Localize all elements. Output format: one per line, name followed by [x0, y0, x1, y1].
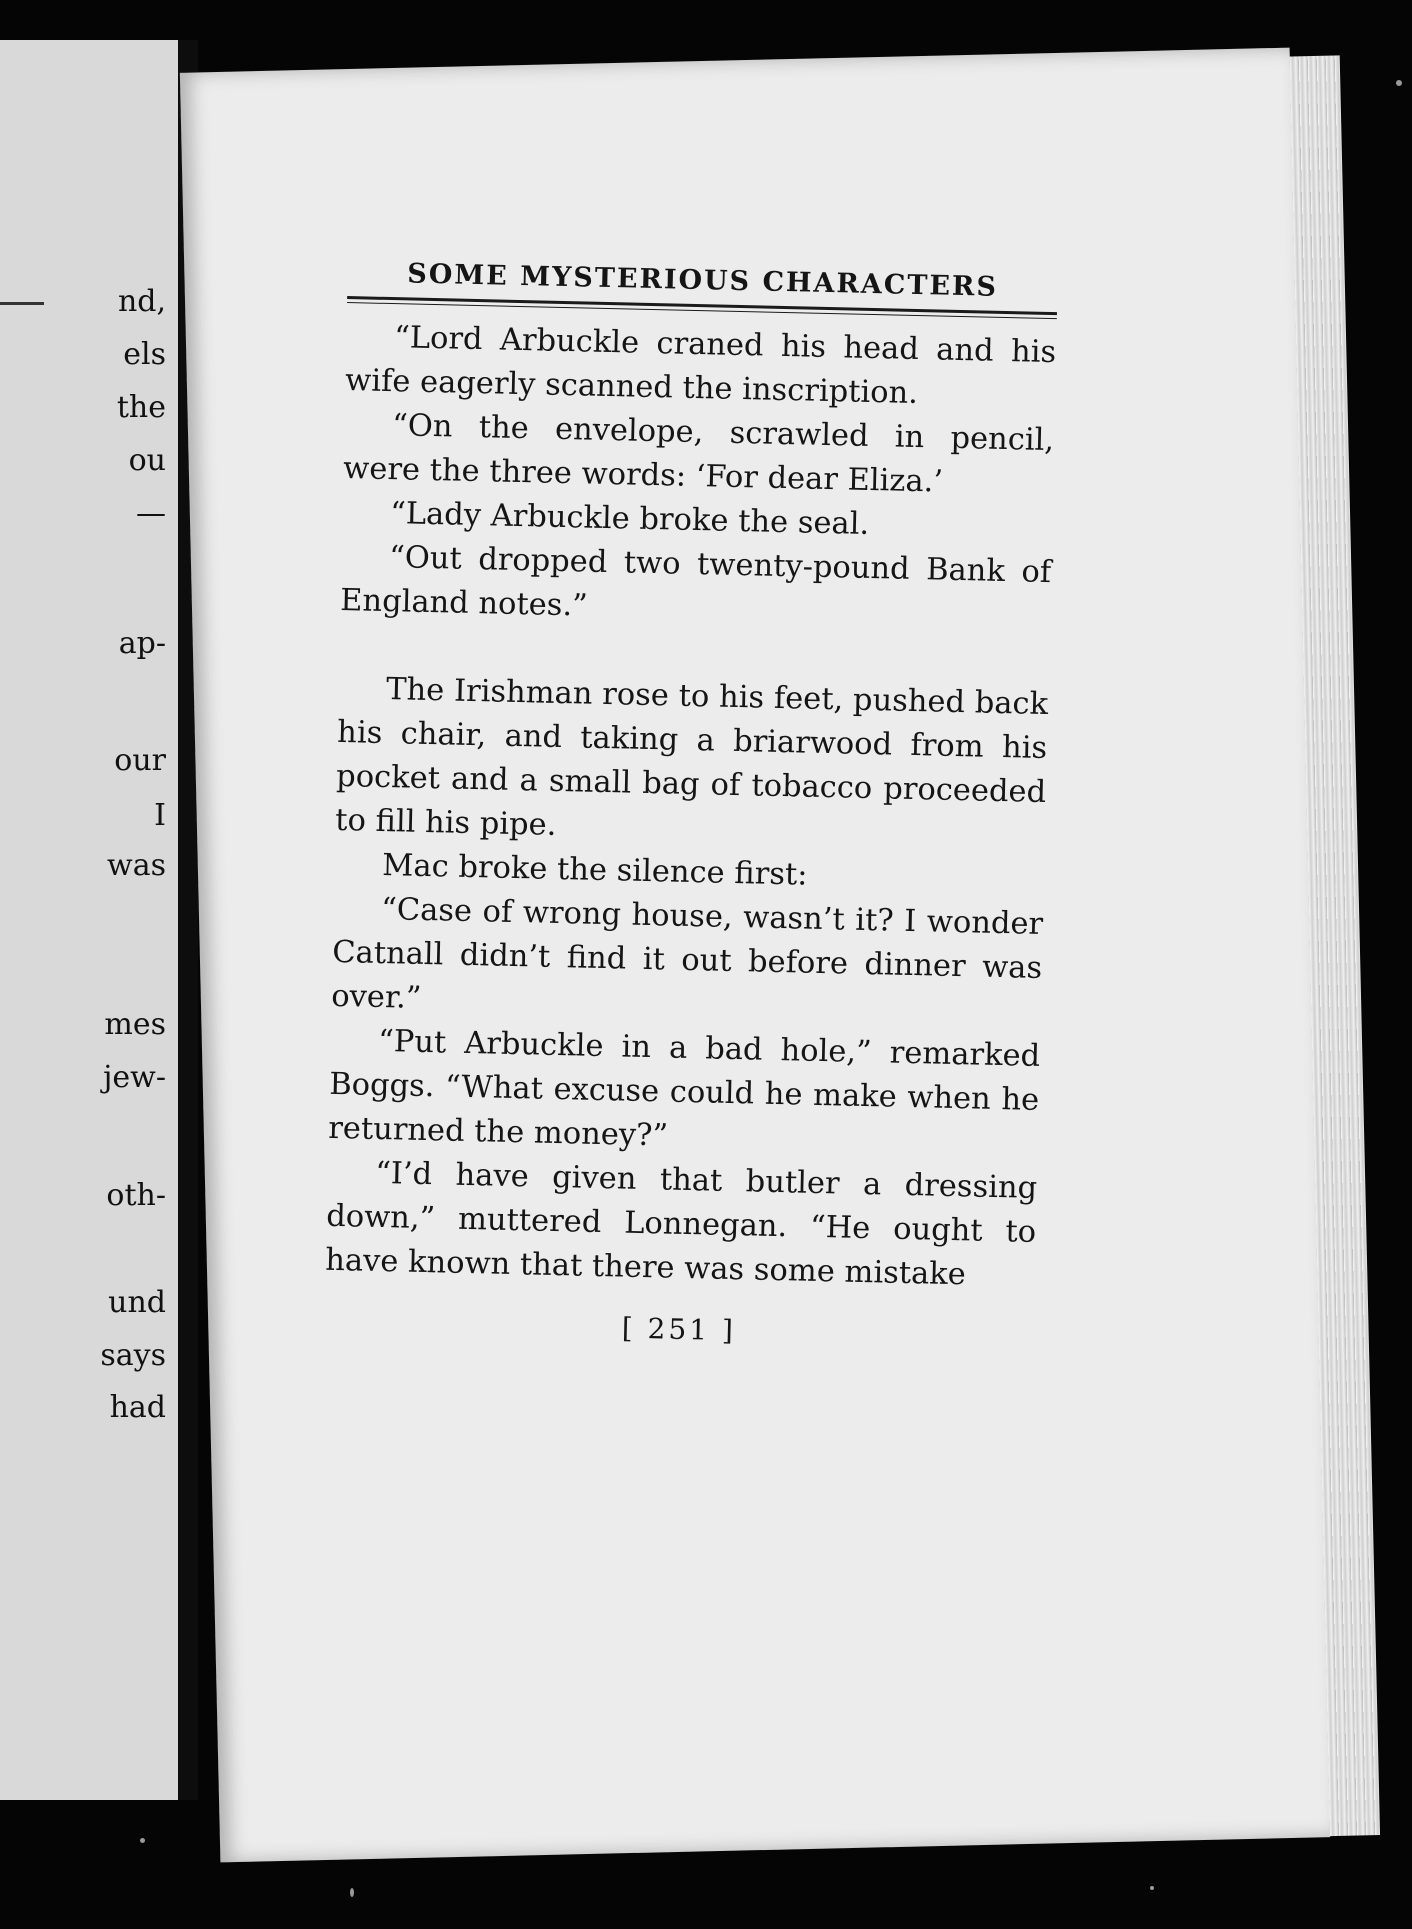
previous-page-fragment: was: [107, 848, 166, 883]
previous-page-fragment: mes: [104, 1007, 166, 1042]
paragraph: “Lady Arbuckle broke the seal.: [389, 496, 870, 542]
previous-page-fragment: oth-: [106, 1178, 166, 1213]
previous-page-fragment: —: [136, 496, 166, 531]
previous-page-fragment: nd,: [117, 284, 166, 319]
paragraph: “Out dropped two twenty-pound Bank of England notes.”: [339, 540, 1052, 624]
dust-speck: [350, 1888, 354, 1897]
previous-page-fragment: und: [108, 1285, 166, 1320]
paragraph: Mac broke the silence first:: [381, 847, 808, 893]
previous-page-fragment: els: [123, 337, 166, 372]
paragraph: The Irishman rose to his feet, pushed back his chair, and taking a briarwood from his pocket and a small bag of tobacco proceeded to fill his pipe.: [334, 672, 1049, 843]
paragraph: “Put Arbuckle in a bad hole,” remarked Boggs. “What excuse could he make when he returned the money?”: [327, 1023, 1041, 1154]
page-number: [ 251 ]: [621, 1311, 737, 1348]
paragraph: “On the envelope, scrawled in pencil, were the three words: ‘For dear Eliza.’: [342, 408, 1055, 500]
previous-page-rule: [0, 302, 44, 305]
previous-page-fragment: our: [114, 743, 166, 778]
paragraph: “Case of wrong house, wasn’t it? I wonder Catnall didn’t find it out before dinner was over.”: [330, 891, 1044, 1016]
current-page: [180, 48, 1330, 1863]
previous-page-fragment: had: [109, 1390, 166, 1425]
previous-page-fragment: the: [116, 390, 166, 425]
paragraph: “Lord Arbuckle craned his head and his wife eagerly scanned the inscription.: [344, 320, 1057, 412]
previous-page-fragment: jew-: [103, 1060, 166, 1095]
dust-speck: [1150, 1886, 1154, 1890]
dust-speck: [140, 1838, 145, 1843]
running-head: SOME MYSTERIOUS CHARACTERS: [406, 258, 999, 303]
previous-page-fragment: says: [100, 1338, 166, 1373]
dust-speck: [1396, 80, 1402, 86]
page-text-block: [324, 257, 1058, 1354]
previous-page-fragment: ou: [128, 443, 166, 478]
previous-page-fragment: ap-: [118, 626, 166, 661]
current-page-wrapper: [150, 40, 1380, 1870]
paragraph: “I’d have given that butler a dressing down,” muttered Lonnegan. “He ought to have known that there was some mistake: [324, 1155, 1038, 1293]
previous-page-fragment: I: [154, 798, 166, 833]
